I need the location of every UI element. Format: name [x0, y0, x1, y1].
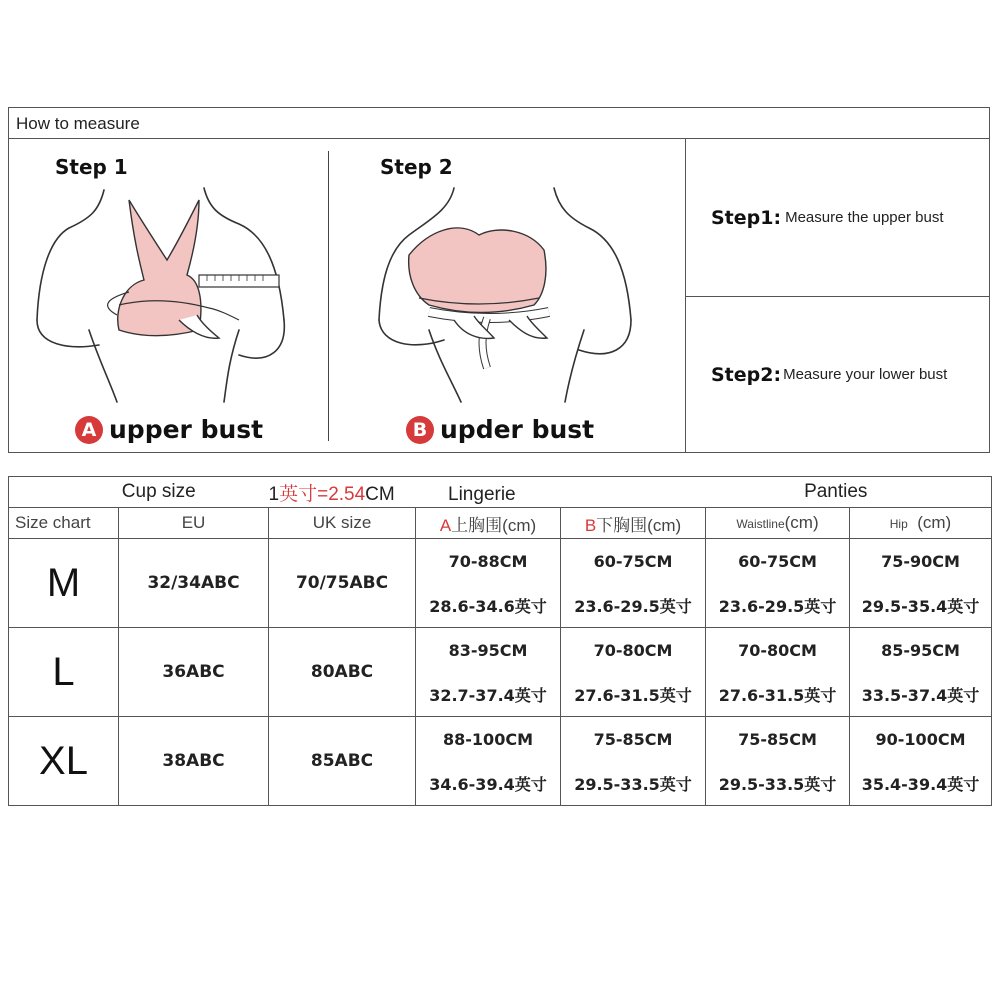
illustration-divider [328, 151, 329, 441]
cell-inch: 29.5-33.5英寸 [561, 761, 706, 806]
badge-b: B [406, 416, 434, 444]
uk-l: 80ABC [269, 628, 416, 717]
cell-inch: 23.6-29.5英寸 [706, 583, 850, 628]
step2-desc-text: Measure your lower bust [783, 366, 948, 383]
subheader-row [9, 508, 992, 539]
panel-title: How to measure [9, 108, 989, 139]
badge-a: A [75, 416, 103, 444]
caption-upper-bust [75, 415, 263, 444]
size-l: L [9, 628, 119, 717]
cell-cm: 88-100CM [416, 717, 561, 762]
how-to-measure-panel [8, 107, 990, 453]
cell-cm: 70-80CM [706, 628, 850, 673]
cell-inch: 29.5-35.4英寸 [850, 583, 992, 628]
cell-cm: 85-95CM [850, 628, 992, 673]
header-lingerie: Lingerie [448, 483, 516, 505]
subheader-eu: EU [119, 508, 269, 539]
subheader-size-chart: Size chart [9, 508, 119, 539]
table-row [9, 717, 992, 762]
cell-inch: 34.6-39.4英寸 [416, 761, 561, 806]
header-cup-size: Cup size [9, 477, 269, 508]
eu-xl: 38ABC [119, 717, 269, 806]
size-xl: XL [9, 717, 119, 806]
step2-description [686, 297, 989, 452]
cell-inch: 27.6-31.5英寸 [561, 672, 706, 717]
upper-bust-illustration [29, 180, 299, 405]
cell-inch: 27.6-31.5英寸 [706, 672, 850, 717]
cell-cm: 60-75CM [706, 539, 850, 584]
subheader-uk: UK size [269, 508, 416, 539]
cell-cm: 90-100CM [850, 717, 992, 762]
cell-inch: 32.7-37.4英寸 [416, 672, 561, 717]
subheader-upper-bust: A上胸围(cm) [416, 508, 561, 539]
cell-inch: 35.4-39.4英寸 [850, 761, 992, 806]
eu-m: 32/34ABC [119, 539, 269, 628]
caption-upper-bust-text: upper bust [109, 415, 264, 444]
cell-cm: 75-85CM [706, 717, 850, 762]
cell-inch: 28.6-34.6英寸 [416, 583, 561, 628]
step1-description [686, 139, 989, 296]
cell-cm: 83-95CM [416, 628, 561, 673]
header-panties: Panties [561, 477, 992, 508]
uk-xl: 85ABC [269, 717, 416, 806]
cell-inch: 23.6-29.5英寸 [561, 583, 706, 628]
subheader-waistline: Waistline(cm) [706, 508, 850, 539]
subheader-hip: Hip (cm) [850, 508, 992, 539]
cell-cm: 60-75CM [561, 539, 706, 584]
eu-l: 36ABC [119, 628, 269, 717]
uk-m: 70/75ABC [269, 539, 416, 628]
header-row [9, 477, 992, 508]
size-m: M [9, 539, 119, 628]
step1-label: Step 1 [55, 155, 128, 179]
cell-cm: 75-85CM [561, 717, 706, 762]
header-conversion: 1英寸=2.54CM Lingerie [269, 477, 561, 508]
step2-desc-label: Step2: [711, 363, 782, 386]
cell-inch: 33.5-37.4英寸 [850, 672, 992, 717]
under-bust-illustration [369, 180, 649, 405]
cell-inch: 29.5-33.5英寸 [706, 761, 850, 806]
table-row [9, 539, 992, 584]
subheader-lower-bust: B下胸围(cm) [561, 508, 706, 539]
cell-cm: 70-80CM [561, 628, 706, 673]
cell-cm: 70-88CM [416, 539, 561, 584]
steps-description-column [685, 139, 989, 452]
size-chart-table [8, 476, 992, 806]
step2-label: Step 2 [380, 155, 453, 179]
cell-cm: 75-90CM [850, 539, 992, 584]
caption-under-bust-text: upder bust [440, 415, 595, 444]
step1-desc-text: Measure the upper bust [785, 209, 944, 226]
step1-desc-label: Step1: [711, 206, 782, 229]
table-row [9, 628, 992, 673]
caption-under-bust [406, 415, 594, 444]
